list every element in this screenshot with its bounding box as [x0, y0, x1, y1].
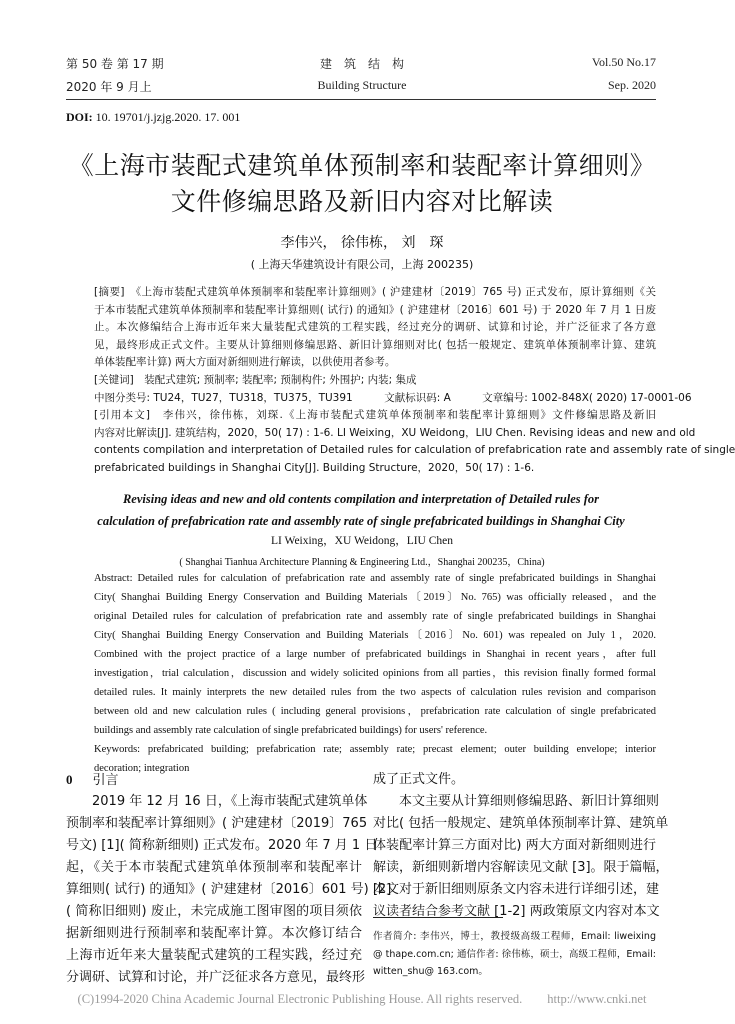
- author-footnote: [373, 928, 656, 981]
- section-title: 引言: [92, 773, 119, 788]
- section-number: 0: [66, 772, 73, 787]
- text-line: witten_shu@ 163.com。: [373, 966, 488, 977]
- title-en-line-1: Revising ideas and new and old contents compilation and interpretation of Detailed rules for: [122, 492, 600, 506]
- text-line: [引用本文] 李伟兴，徐伟栋，刘琛.《上海市装配式建筑单体预制率和装配率计算细则》文件修编思路及新旧: [94, 409, 656, 422]
- text-line: [摘要] 《上海市装配式建筑单体预制率和装配率计算细则》( 沪建建材〔2019〕765 号) 正式发布，原计算细则《关: [94, 286, 656, 298]
- text-line: 分调研、试算和讨论，并广泛征求各方意见，最终形: [66, 970, 366, 985]
- text-line: detailed rules. It mainly interprets the new detailed rules from the two aspects of calculation rules revision and comparison: [94, 687, 656, 698]
- volume-issue-en: Vol.50 No.17: [591, 55, 656, 69]
- authors-en: LI Weixing，XU Weidong，LIU Chen: [270, 535, 454, 547]
- copyright-watermark: (C)1994-2020 China Academic Journal Electronic Publishing House. All rights reserved. http://www.cnki.net: [77, 992, 647, 1006]
- authors-cn: 李伟兴， 徐伟栋， 刘 琛: [280, 235, 444, 251]
- text-line: 起，《关于本市装配式建筑单体预制率和装配率计: [66, 860, 362, 875]
- doi-label: DOI:: [66, 110, 93, 124]
- text-line: City( Shanghai Building Energy Conservation and Building Materials〔2016〕No. 601) was repealed on July 1，2020.: [94, 630, 656, 641]
- text-line: 号文) [1]( 简称新细则) 正式发布。2020 年 7 月 1 日: [66, 838, 378, 853]
- text-line: 止。本次修编结合上海市近年来大量装配式建筑的工程实践，经过充分的调研、试算和讨论，并广泛征求了各方意: [94, 321, 656, 334]
- journal-name-en: Building Structure: [317, 78, 407, 92]
- text-line: 作者简介: 李伟兴，博士，教授级高级工程师，Email: liweixing: [373, 931, 656, 942]
- text-line: 对比( 包括一般规定、建筑单体预制率计算、建筑单: [373, 816, 669, 831]
- text-line: 2019 年 12 月 16 日，《上海市装配式建筑单体: [66, 794, 368, 809]
- header-rule: [66, 99, 656, 100]
- text-line: 预制率和装配率计算细则》( 沪建建材〔2019〕765: [66, 816, 368, 831]
- text-line: decoration; integration: [94, 763, 190, 774]
- text-line: prefabricated buildings in Shanghai City[J]. Building Structure，2020，50( 17) : 1-6.: [94, 461, 535, 474]
- text-line: original Detailed rules for calculation of prefabrication rate and assembly rate of single prefabricated buildings in Shanghai: [94, 611, 656, 622]
- date-en: Sep. 2020: [608, 78, 656, 92]
- text-line: 中图分类号: TU24，TU27，TU318，TU375，TU391 文献标识码: A 文章编号: 1002-848X( 2020) 17-0001-06: [94, 391, 692, 404]
- text-line: 单体装配率计算) 两大方面对新细则进行解读，以供使用者参考。: [94, 356, 396, 369]
- affiliation-cn: ( 上海天华建筑设计有限公司，上海 200235): [250, 258, 474, 271]
- text-line: 内容对比解读[J]. 建筑结构，2020，50( 17) : 1-6. LI Weixing，XU Weidong，LIU Chen. Revising ideas and new and old: [94, 426, 696, 439]
- text-line: ( 简称旧细则) 废止，未完成施工图审图的项目须依: [66, 904, 362, 919]
- abstract-en: [94, 569, 656, 778]
- text-line: investigation，trial calculation，discussion and widely solicited opinions from all parties，this revision finally formed formal: [94, 668, 656, 679]
- text-line: 据新细则进行预制率和装配率计算。本次修订结合: [66, 926, 362, 941]
- text-line: 算细则( 试行) 的通知》( 沪建建材〔2016〕601 号) [2]: [66, 882, 392, 897]
- text-line: Combined with the project practice of a large number of prefabricated buildings in Shanghai in recent years，after full: [94, 649, 656, 660]
- left-column-text: [66, 791, 392, 989]
- text-line: Abstract: Detailed rules for calculation of prefabrication rate and assembly rate of single prefabricated buildings in Shanghai: [94, 573, 656, 584]
- doi-value: 10. 19701/j.jzjg.2020. 17. 001: [95, 110, 241, 124]
- abstract-cn: [94, 284, 735, 478]
- affiliation-en: ( Shanghai Tianhua Architecture Planning & Engineering Ltd.，Shanghai 200235，China): [179, 557, 545, 568]
- text-line: contents compilation and interpretation of Detailed rules for calculation of prefabrication rate and assembly rate of single: [94, 444, 735, 457]
- right-column-text: [373, 769, 669, 923]
- text-line: City( Shanghai Building Energy Conservation and Building Materials〔2019〕No. 765) was officially released，and the: [94, 592, 656, 603]
- text-line: 上海市近年来大量装配式建筑的工程实践，经过充: [66, 948, 362, 963]
- section-heading: [66, 769, 119, 788]
- doi: [66, 110, 240, 125]
- text-line: buildings and assembly rate calculation of single prefabricated buildings) for users' reference.: [94, 725, 488, 736]
- volume-issue-cn: 第 50 卷 第 17 期: [66, 57, 164, 71]
- footnote-rule: [373, 917, 503, 918]
- text-line: between old and new calculation rules ( including general provisions，prefabrication rate calculation of single prefabricated: [94, 706, 656, 717]
- text-line: [关键词] 装配式建筑; 预制率; 装配率; 预制构件; 外围护; 内装; 集成: [94, 373, 417, 386]
- title-en: [66, 488, 656, 532]
- title-cn-line-1: 《上海市装配式建筑单体预制率和装配率计算细则》: [68, 151, 656, 180]
- text-line: 成了正式文件。: [373, 772, 465, 787]
- text-line: Keywords: prefabricated building; prefabrication rate; assembly rate; precast element; outer building envelope; interior: [94, 744, 656, 755]
- title-en-line-2: calculation of prefabrication rate and assembly rate of single prefabricated buildings in Shanghai City: [97, 514, 625, 528]
- text-line: @ thape.com.cn; 通信作者: 徐伟栋，硕士，高级工程师，Email:: [373, 948, 656, 960]
- journal-name-cn: 建 筑 结 构: [319, 57, 404, 71]
- text-line: 议读者结合参考文献 [1-2] 两政策原文内容对本文: [373, 904, 660, 919]
- text-line: 本文主要从计算细则修编思路、新旧计算细则: [373, 794, 660, 809]
- text-line: 体装配率计算三方面对比) 两大方面对新细则进行: [373, 838, 656, 853]
- text-line: 本文对于新旧细则原条文内容未进行详细引述，建: [373, 882, 660, 897]
- date-cn: 2020 年 9 月上: [66, 80, 152, 94]
- text-line: 解读，新细则新增内容解读见文献 [3]。限于篇幅，: [373, 860, 669, 875]
- title-cn-line-2: 文件修编思路及新旧内容对比解读: [170, 187, 554, 216]
- text-line: 于本市装配式建筑单体预制率和装配率计算细则( 试行) 的通知》( 沪建建材〔2016〕601 号) 于 2020 年 7 月 1 日废: [94, 303, 656, 316]
- text-line: 见，最终形成正式文件。主要从计算细则修编思路、新旧计算细则对比( 包括一般规定、建筑单体预制率计算、建筑: [94, 338, 656, 351]
